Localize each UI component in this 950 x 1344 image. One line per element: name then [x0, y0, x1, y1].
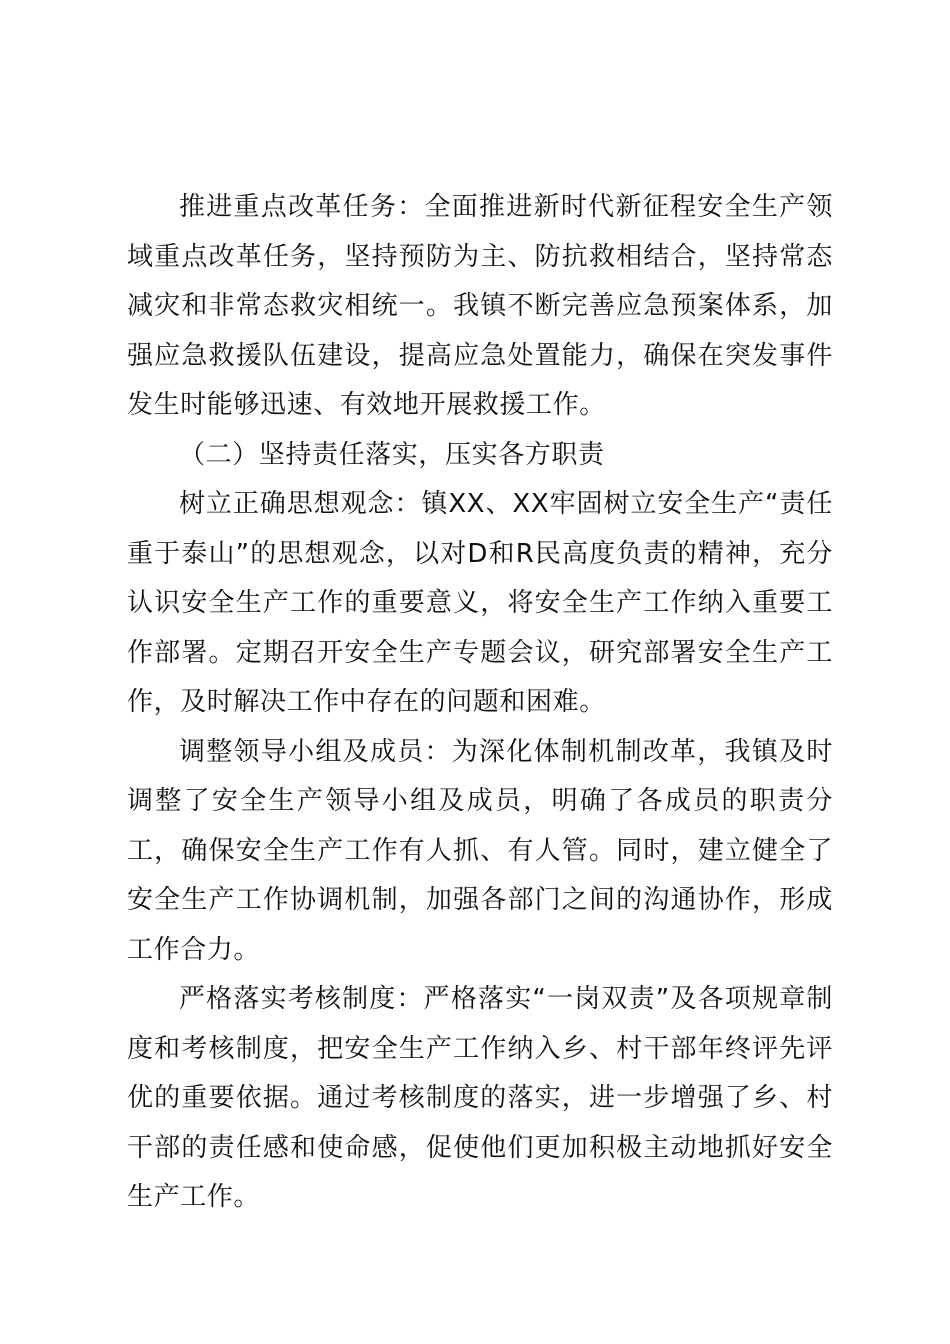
paragraph-ideology: 树立正确思想观念：镇XX、XX牢固树立安全生产“责任重于泰山”的思想观念，以对D和R民高度负责的精神，充分认识安全生产工作的重要意义，将安全生产工作纳入重要工作部署。定期召开安全生产专题会议，研究部署安全生产工作，及时解决工作中存在的问题和困难。	[127, 489, 833, 717]
paragraph-assessment-system: 严格落实考核制度：严格落实“一岗双责”及各项规章制度和考核制度，把安全生产工作纳入乡、村干部年终评先评优的重要依据。通过考核制度的落实，进一步增强了乡、村干部的责任感和使命感，促使他们更加积极主动地抓好安全生产工作。	[127, 984, 833, 1212]
paragraph-reform-tasks: 推进重点改革任务：全面推进新时代新征程安全生产领域重点改革任务，坚持预防为主、防抗救相结合，坚持常态减灾和非常态救灾相统一。我镇不断完善应急预案体系，加强应急救援队伍建设，提高应急处置能力，确保在突发事件发生时能够迅速、有效地开展救援工作。	[127, 192, 833, 420]
document-body	[127, 183, 833, 1223]
section-heading-responsibility: （二）坚持责任落实，压实各方职责	[179, 439, 605, 470]
paragraph-leadership-group: 调整领导小组及成员：为深化体制机制改革，我镇及时调整了安全生产领导小组及成员，明确了各成员的职责分工，确保安全生产工作有人抓、有人管。同时，建立健全了安全生产工作协调机制，加强各部门之间的沟通协作，形成工作合力。	[127, 736, 833, 965]
